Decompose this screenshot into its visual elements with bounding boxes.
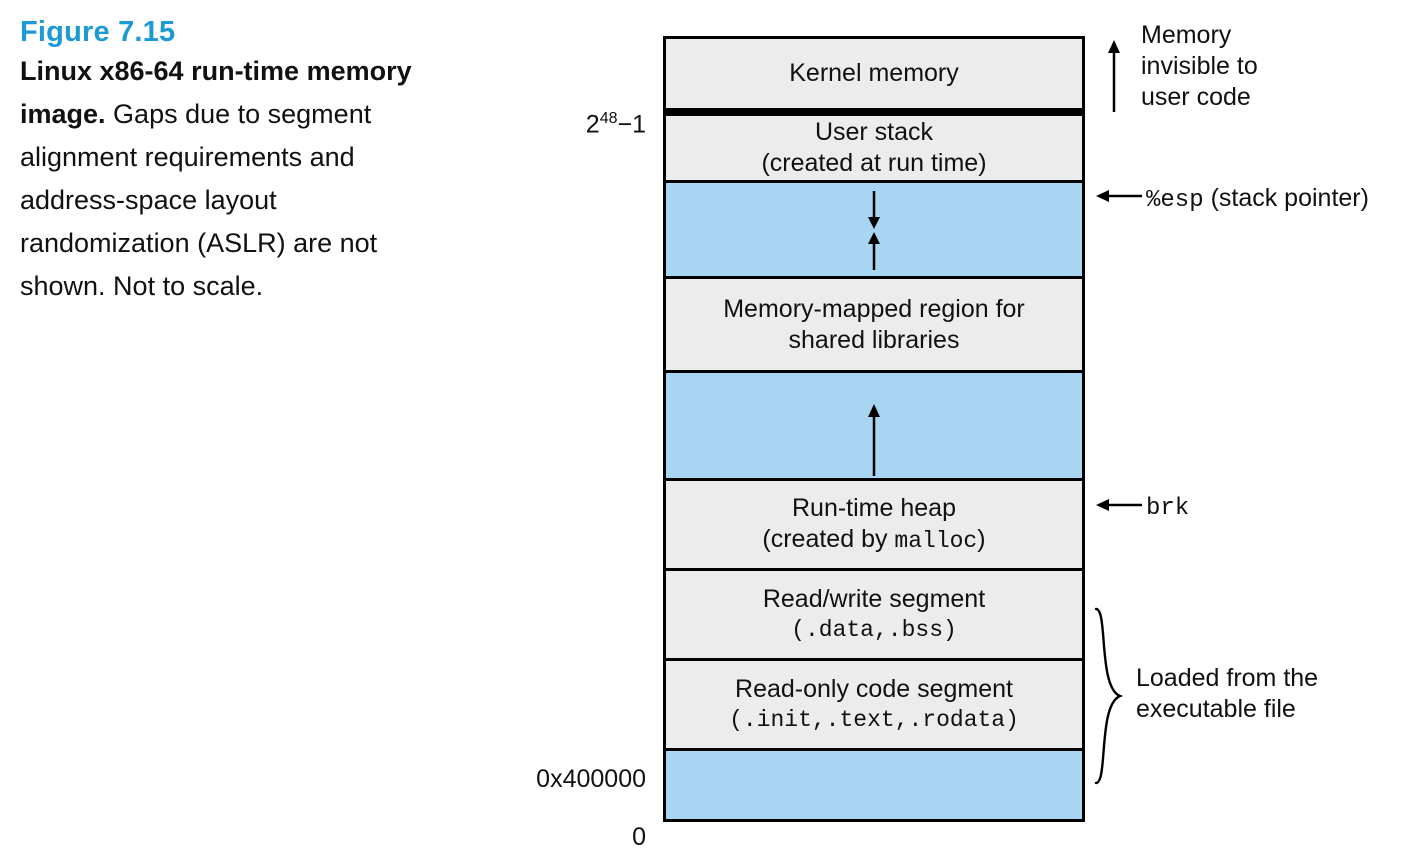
loaded-from-executable-note bbox=[1136, 663, 1318, 725]
band-user-stack-sublabel: (created at run time) bbox=[761, 149, 987, 177]
kernel-memory-note bbox=[1141, 20, 1258, 113]
esp-register-text: %esp bbox=[1146, 187, 1204, 214]
band-user-stack bbox=[663, 108, 1085, 180]
esp-annotation bbox=[1146, 183, 1369, 216]
band-low-memory bbox=[663, 748, 1085, 822]
heap-sub-suffix: ) bbox=[977, 524, 986, 553]
address-top-suffix: −1 bbox=[617, 110, 646, 139]
band-heap-gap bbox=[663, 370, 1085, 478]
stack-grow-down-arrow bbox=[865, 191, 883, 229]
band-run-time-heap-sublabel bbox=[762, 524, 985, 557]
band-read-write-sublabel: (.data,.bss) bbox=[791, 616, 957, 643]
loaded-note-line1: Loaded from the bbox=[1136, 664, 1319, 692]
figure-body: Gaps due to segment alignment requirements and address-space layout randomization (ASLR) are not shown. Not to scale. bbox=[20, 99, 378, 301]
address-label-zero: 0 bbox=[632, 823, 646, 851]
band-read-write-segment bbox=[663, 568, 1085, 658]
address-top-base: 2 bbox=[585, 110, 600, 139]
heap-sub-prefix: (created by bbox=[762, 524, 895, 553]
band-read-only-segment bbox=[663, 658, 1085, 748]
kernel-note-line2: invisible to bbox=[1141, 52, 1258, 80]
brk-annotation bbox=[1146, 491, 1189, 524]
address-label-top bbox=[450, 110, 646, 139]
address-top-exponent: 48 bbox=[599, 110, 618, 127]
band-stack-gap bbox=[663, 180, 1085, 276]
loaded-note-line2: executable file bbox=[1136, 695, 1296, 723]
band-run-time-heap-label: Run-time heap bbox=[792, 493, 956, 522]
figure-caption-text bbox=[20, 50, 450, 308]
figure-caption bbox=[20, 14, 450, 308]
esp-pointer-arrow bbox=[1096, 186, 1142, 206]
heap-malloc-text: malloc bbox=[894, 527, 978, 554]
brk-pointer-arrow bbox=[1096, 495, 1142, 515]
band-read-only-label: Read-only code segment bbox=[735, 674, 1013, 703]
band-read-only-sublabel: (.init,.text,.rodata) bbox=[729, 706, 1019, 733]
kernel-memory-up-arrow bbox=[1105, 40, 1123, 112]
mmap-grow-up-arrow bbox=[865, 232, 883, 270]
kernel-note-line1: Memory bbox=[1141, 21, 1232, 49]
address-label-exec-start: 0x400000 bbox=[536, 765, 646, 793]
executable-brace bbox=[1092, 607, 1126, 785]
band-kernel-memory-label: Kernel memory bbox=[789, 59, 959, 87]
figure-number: Figure 7.15 bbox=[20, 16, 176, 48]
band-read-write-label: Read/write segment bbox=[762, 584, 986, 613]
band-memory-mapped-sublabel: shared libraries bbox=[788, 325, 960, 354]
band-memory-mapped-region bbox=[663, 276, 1085, 370]
heap-grow-up-arrow bbox=[865, 404, 883, 476]
band-user-stack-label: User stack bbox=[814, 118, 934, 146]
memory-image-diagram bbox=[663, 36, 1085, 822]
band-memory-mapped-label: Memory-mapped region for bbox=[723, 294, 1025, 323]
esp-description-text: (stack pointer) bbox=[1210, 184, 1369, 212]
figure-title: Linux x86-64 run-time memory image. bbox=[20, 56, 412, 129]
brk-pointer-text: brk bbox=[1146, 495, 1190, 522]
kernel-note-line3: user code bbox=[1141, 83, 1251, 111]
band-run-time-heap bbox=[663, 478, 1085, 568]
band-kernel-memory bbox=[663, 36, 1085, 108]
